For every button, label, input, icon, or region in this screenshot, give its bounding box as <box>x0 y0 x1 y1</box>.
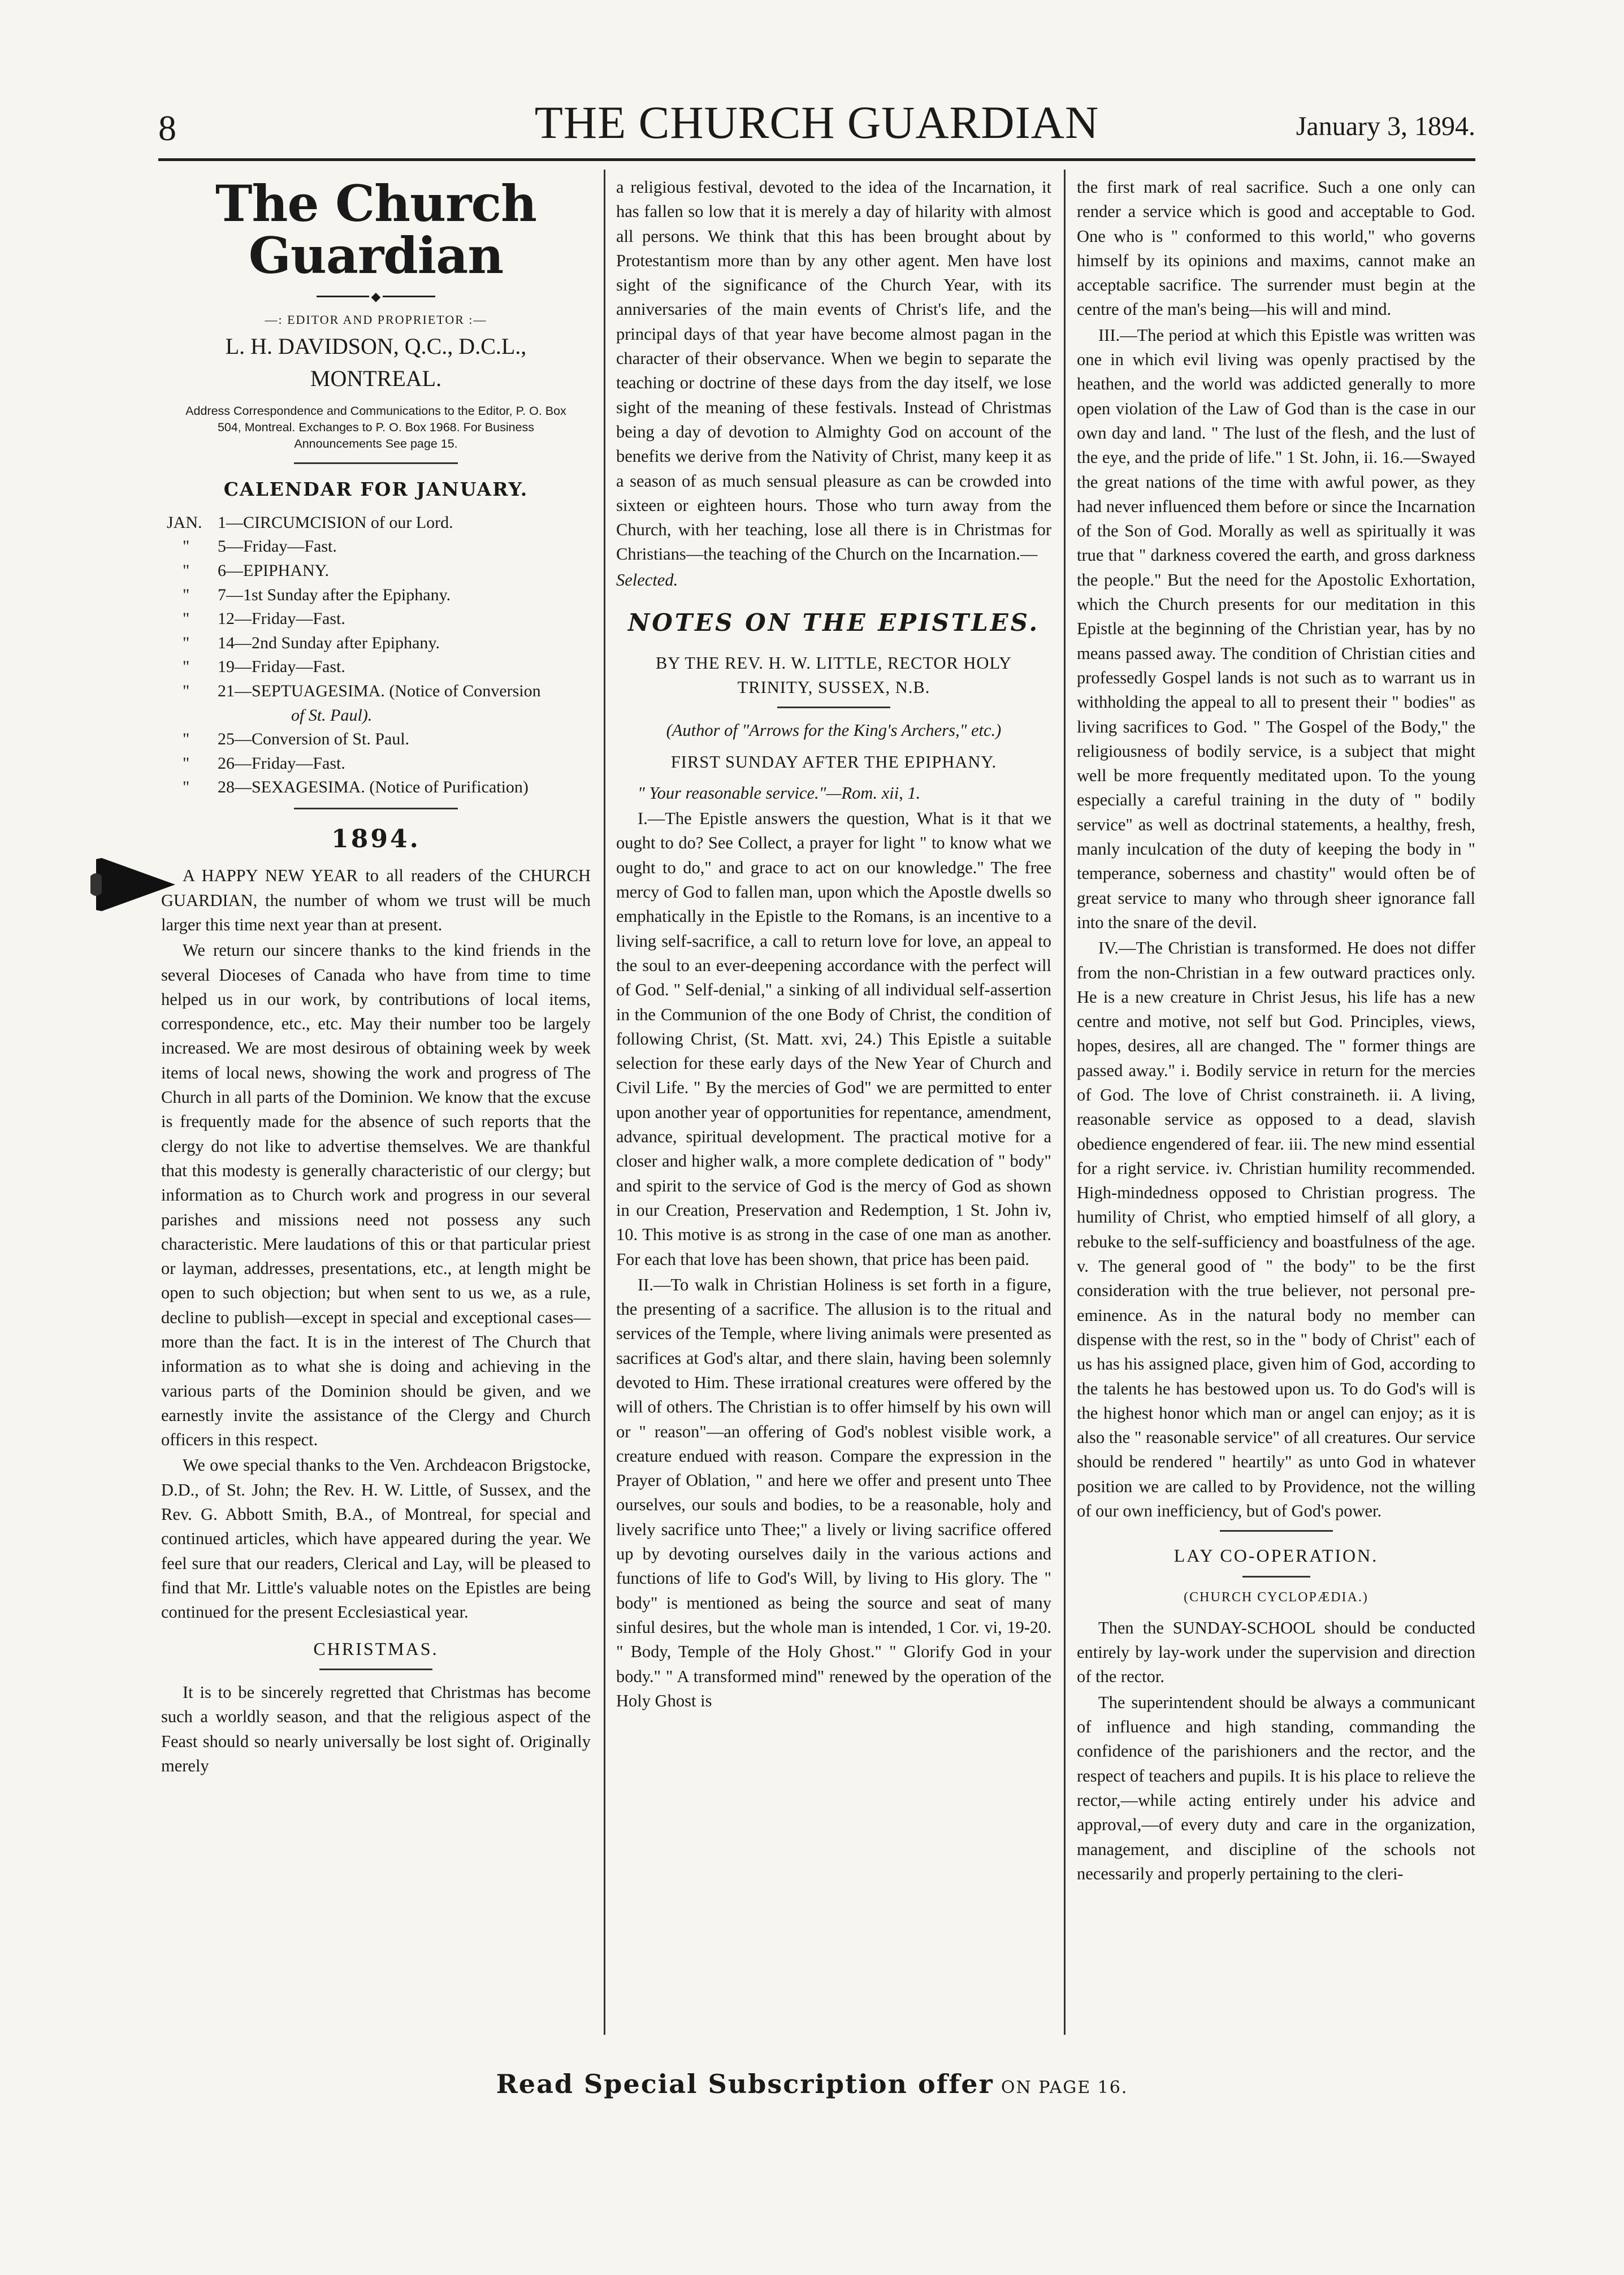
editorial-paragraph: A HAPPY NEW YEAR to all readers of the CHURCH GUARDIAN, the number of whom we trust will be much larger this time next year than at present. <box>161 866 591 934</box>
divider <box>1220 1530 1333 1532</box>
notes-paragraph: II.—To walk in Christian Holiness is set forth in a figure, the presenting of a sacrifice. The allusion is to the ritual and services of the Temple, where living animals were presented as sacrifices at God's altar, and there slain, having been solemnly devoted to Him. These irrational creatures were offered by the will of others. The Christian is to offer himself by his own will or " reason"—an offering of God's noblest visible work, a creature endued with reason. Compare the expression in the Prayer of Oblation, " and here we offer and present unto Thee ourselves, our souls and bodies, to be a reasonable, holy and lively sacrifice unto Thee;" a lively or living sacrifice offered up by devoting ourselves daily in the various actions and functions of life to God's Will, by living to His glory. The " body" is mentioned as being the source and seat of many sinful desires, but the whole man is intended, 1 Cor. vi, 19-20. " Body, Temple of the Holy Ghost." " Glorify God in your body." " A transformed mind" renewed by the operation of the Holy Ghost is <box>616 1275 1051 1710</box>
proprietor-name: L. H. DAVIDSON, Q.C., D.C.L., MONTREAL. <box>225 333 527 392</box>
subscription-footer <box>0 2069 1624 2099</box>
calendar-list <box>167 511 591 800</box>
divider <box>319 1669 432 1670</box>
calendar-entry: " 25—Conversion of St. Paul. <box>183 730 410 749</box>
issue-date: January 3, 1894. <box>1296 111 1475 141</box>
footer-page-ref: ON PAGE 16. <box>1001 2078 1128 2098</box>
lay-paragraph: Then the SUNDAY-SCHOOL should be conducted entirely by lay-work under the supervision and direction of the rector. <box>1077 1618 1475 1687</box>
christmas-paragraph-continued: a religious festival, devoted to the idea of the Incarnation, it has fallen so low that it is merely a day of hilarity with almost all persons. We think that this has been brought about by Protestantism more than by any other agent. Men have lost sight of the significance of the Church Year, with its anniversaries of the main events of Christ's life, and the principal days of that year have become almost pagan in the character of their observance. When we begin to separate the teaching or doctrine of these days from the day itself, we lose sight of the meaning of these festivals. Instead of Christmas being a day of devotion to Almighty God on account of the benefits we derive from the Nativity of Christ, many keep it as a season of as much sensual pleasure as can be crowded into sixteen or eighteen hours. Those who turn away from the Church, with her teaching, lose all there is in Christmas for Christians—the teaching of the Church on the Incarnation.— <box>616 177 1051 564</box>
calendar-entry: " 5—Friday—Fast. <box>183 537 337 556</box>
calendar-entry: " 26—Friday—Fast. <box>183 753 345 773</box>
column-3 <box>1077 175 1475 2029</box>
calendar-entry: " 12—Friday—Fast. <box>183 609 345 629</box>
editor-label: —: EDITOR AND PROPRIETOR :— <box>265 313 487 327</box>
ornament-divider: ◆ <box>317 288 435 305</box>
christmas-heading: CHRISTMAS. <box>313 1638 439 1659</box>
year-heading: 1894. <box>331 824 421 853</box>
notes-paragraph: I.—The Epistle answers the question, What is it that we ought to do? See Collect, a prayer for light " to know what we ought to do," and grace to act on our knowledge." The free mercy of God to fallen man, upon which the Apostle dwells so emphatically in the Epistle to the Romans, is an incentive to a living self-sacrifice, a call to return love for love, an appeal to the soul to an ever-deepening accordance with the perfect will of God. " Self-denial," a sinking of all individual self-assertion in the Communion of the one Body of Christ, the condition of following Christ, (St. Matt. xvi, 24.) This Epistle a suitable selection for these early days of the New Year of Church and Civil Life. " By the mercies of God" we are permitted to enter upon another year of opportunities for repentance, amendment, advance, spiritual development. The practical motive for a closer and higher walk, a more complete dedication of " body" and spirit to the service of God is the mercy of God as shown in our Creation, Preservation and Redemption, 1 St. John iv, 10. This motive is as strong in the case of one man as another. For each that love has been shown, that price has been paid. <box>616 809 1051 1269</box>
christmas-paragraph: It is to be sincerely regretted that Christmas has become such a worldly season, and that the religious aspect of the Feast should so nearly universally be lost sight of. Originally merely <box>161 1682 591 1775</box>
page-header <box>158 90 1475 158</box>
column-1 <box>161 175 591 2029</box>
editorial-paragraph: We return our sincere thanks to the kind friends in the several Dioceses of Canada who have from time to time helped us in our work, by contributions of local items, correspondence, etc., etc. May their number too be largely increased. We are most desirous of obtaining week by week items of local news, showing the work and progress of The Church in all parts of the Dominion. We know that the excuse is frequently made for the absence of such reports that the clergy do not like to advertise themselves. We are thankful that this modesty is generally characteristic of our clergy; but information as to Church work and progress in our several parishes and missions need not possess any such characteristic. Mere laudations of this or that particular priest or layman, addresses, presentations, etc., at length might be open to such objection; but when sent to us we, as a rule, decline to publish—except in special and exceptional cases—more than the fact. It is in the interest of The Church that information as to what she is doing and achieving in the various parts of the Dominion should be given, and we earnestly invite the assistance of the Clergy and Church officers in this respect. <box>161 941 591 1450</box>
divider <box>1242 1576 1310 1578</box>
page-number: 8 <box>158 108 176 148</box>
lay-source: (CHURCH CYCLOPÆDIA.) <box>1184 1589 1369 1605</box>
column-2 <box>616 175 1051 2029</box>
column-divider <box>604 170 605 2035</box>
christmas-credit: Selected. <box>616 570 678 590</box>
divider <box>294 462 458 464</box>
calendar-entry: " 6—EPIPHANY. <box>183 561 329 580</box>
calendar-entry: " 28—SEXAGESIMA. (Notice of Purification) <box>183 778 529 797</box>
calendar-entry: " 21—SEPTUAGESIMA. (Notice of Conversion <box>183 681 541 700</box>
notes-paragraph: the first mark of real sacrifice. Such a one only can render a service which is good and acceptable to God. One who is " conformed to this world," who governs himself by its opinions and maxims, cannot make an acceptable sacrifice. The surrender must begin at the centre of the man's being—his will and mind. <box>1077 177 1475 319</box>
divider <box>777 707 890 708</box>
footer-offer: Read Special Subscription offer <box>496 2069 994 2099</box>
column-divider <box>1064 170 1066 2035</box>
lay-paragraph: The superintendent should be always a communicant of influence and high standing, commanding the confidence of the parishioners and the rector, and the respect of teachers and pupils. It is his place to relieve the rector,—while acting entirely under his advice and approval,—of every duty and care in the organization, management, and discipline of the schools not necessarily and properly pertaining to the cleri- <box>1077 1692 1475 1883</box>
scripture-reference: " Your reasonable service."—Rom. xii, 1. <box>638 783 921 803</box>
sunday-heading: FIRST SUNDAY AFTER THE EPIPHANY. <box>670 752 997 772</box>
calendar-entry: " 7—1st Sunday after the Epiphany. <box>183 585 451 604</box>
notes-paragraph: IV.—The Christian is transformed. He does not differ from the non-Christian in a few outward practices only. He is a new creature in Christ Jesus, his life has a new centre and motive, not self but God. Principles, views, hopes, desires, all are changed. The " former things are passed away." i. Bodily service in return for the mercies of God. The love of Christ constraineth. ii. A living, reasonable service as opposed to a dead, slavish obedience engendered of fear. iii. The new mind essential for a right service. iv. Christian humility recommended. High-mindedness opposed to Christian progress. The humility of Christ, who emptied himself of all glory, a rebuke to the self-sufficiency and boastfulness of the age. v. The general good of " the body" to be the first consideration with the true believer, not personal pre-eminence. As in the natural body no member can dispense with the rest, so in the " body of Christ" each of us has his assigned place, given him of God, according to the talents he has bestowed upon us. To do God's will is the highest honor which man or angel can enjoy; as it is also the " reasonable service" of all creatures. Our service should be rendered " heartily" as unto God in whatever position we are called to by Providence, not the willing of our own inefficiency, but of God's power. <box>1077 938 1475 1521</box>
notes-paragraph: III.—The period at which this Epistle was written was one in which evil living was openly practised by the heathen, and the world was addicted generally to more open violation of the Law of God than is the case in our own day and land. " The lust of the flesh, and the lust of the eye, and the pride of life." 1 St. John, ii. 16.—Swayed the great nations of the time with awful power, as they had never influenced them before or since the Incarnation of the Son of God. Morally as well as spiritually it was true that " darkness covered the earth, and gross darkness the people." But the need for the Apostolic Exhortation, which the Church presents for our meditation in this Epistle at the beginning of the Christian year, has by no means passed away. The condition of Christian cities and professedly Gospel lands is not such as to warrant us in withholding the appeal to all to present their " bodies" as living sacrifices to God. " The Gospel of the Body," the religiousness of bodily service, is a subject that might well be more frequently meditated upon. To the young especially a careful training in the duty of " bodily service" as well as doctrinal statements, a healthy, fresh, manly inculcation of the duty of keeping the body in " temperance, soberness and chastity" would often be of great service to many who through sheer ignorance fall into the snare of the devil. <box>1077 325 1475 932</box>
running-title: THE CHURCH GUARDIAN <box>534 97 1099 148</box>
nameplate: The Church Guardian <box>215 175 536 285</box>
calendar-entry: JAN. 1—CIRCUMCISION of our Lord. <box>167 513 453 532</box>
address-notice: Address Correspondence and Communications to the Editor, P. O. Box 504, Montreal. Exchanges to P. O. Box 1968. For Business Announcements See page 15. <box>185 404 566 450</box>
notes-heading: NOTES ON THE EPISTLES. <box>627 609 1040 637</box>
calendar-heading: CALENDAR FOR JANUARY. <box>223 478 529 500</box>
notes-byline: BY THE REV. H. W. LITTLE, RECTOR HOLY TRINITY, SUSSEX, N.B. <box>655 653 1012 697</box>
header-rule <box>158 158 1475 161</box>
calendar-continuation: of St. Paul). <box>291 705 373 725</box>
divider <box>294 808 458 809</box>
author-note: (Author of "Arrows for the King's Archers," etc.) <box>666 721 1002 740</box>
lay-heading: LAY CO-OPERATION. <box>1173 1545 1379 1566</box>
calendar-entry: " 19—Friday—Fast. <box>183 657 345 677</box>
calendar-entry: " 14—2nd Sunday after Epiphany. <box>183 633 440 652</box>
editorial-paragraph: We owe special thanks to the Ven. Archdeacon Brigstocke, D.D., of St. John; the Rev. H. W. Little, of Sussex, and the Rev. G. Abbott Smith, B.A., of Montreal, for special and continued articles, which have appeared during the year. We feel sure that our readers, Clerical and Lay, will be pleased to find that Mr. Little's valuable notes on the Epistles are being continued for the present Ecclesiastical year. <box>161 1455 591 1622</box>
